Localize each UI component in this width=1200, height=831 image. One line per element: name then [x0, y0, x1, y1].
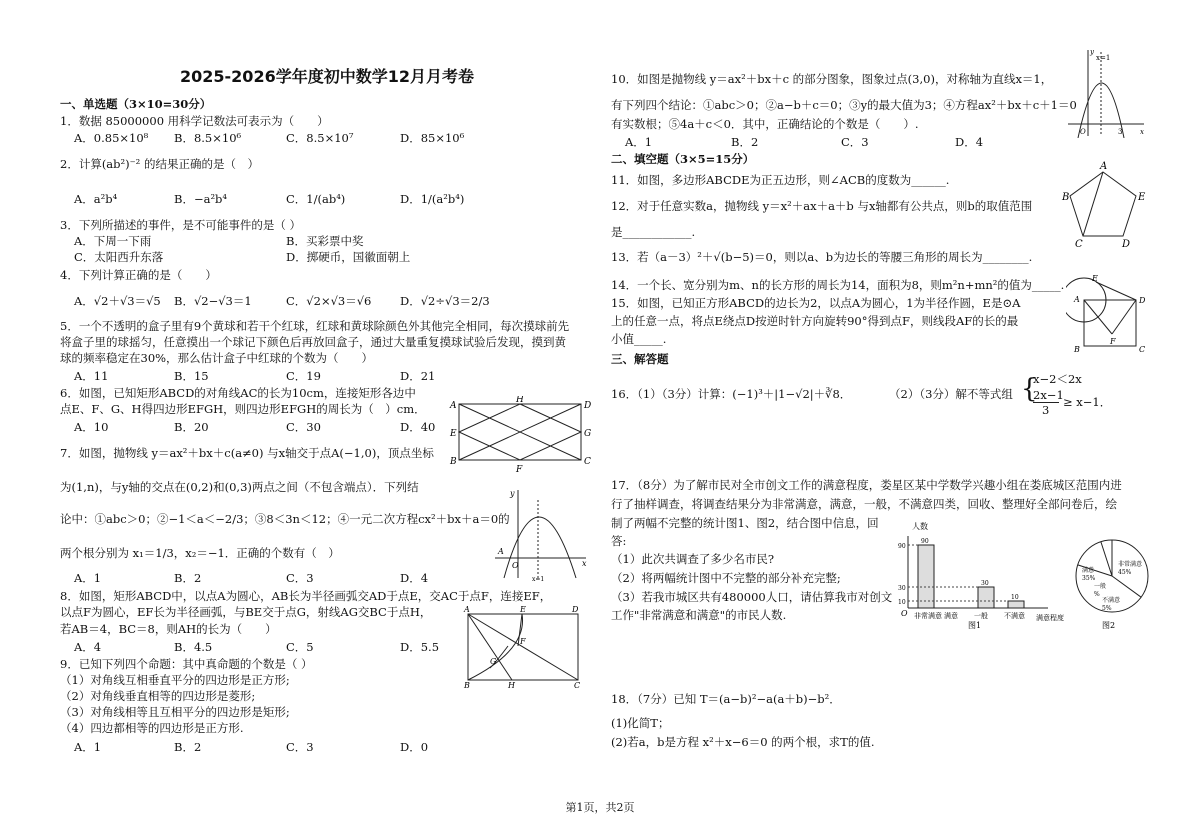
- bar-category-label-2: 满意: [944, 612, 958, 620]
- q4-stem: 4．下列计算正确的是（ ）: [60, 268, 217, 282]
- q6-label-e: E: [450, 429, 457, 439]
- q6-label-f: F: [516, 465, 523, 474]
- exam-title: 2025-2026学年度初中数学12月月考卷: [180, 67, 474, 86]
- q5-option-a: A．11: [74, 369, 109, 383]
- q15-figure: [1066, 272, 1150, 356]
- q8-ray-ag: [468, 614, 512, 680]
- q15-label-b: B: [1074, 345, 1080, 354]
- section-single-choice: 一、单选题（3×10=30分）: [60, 97, 212, 111]
- bar-3: [978, 587, 994, 608]
- q10-line3: 有实数根；⑤4a＋c＜0．其中，正确结论的个数是（ ）.: [611, 117, 919, 131]
- q6-label-g: G: [584, 429, 592, 439]
- q9-proposition-4: （4）四边都相等的四边形是正方形.: [60, 721, 244, 735]
- q7-figure: [490, 486, 590, 582]
- q17-sub3: （3）若我市城区共有480000人口，请估算我市对创文: [611, 590, 893, 604]
- q8-label-e: E: [520, 606, 526, 614]
- bar-category-label-3: 一般: [974, 612, 988, 620]
- bar-value-label-1: 90: [921, 538, 929, 545]
- q2-option-b: B．−a²b⁴: [174, 192, 228, 206]
- bar-category-label-1: 非常满意: [914, 612, 942, 620]
- q18-line2: (1)化简T；: [611, 716, 670, 730]
- q8-label-a: A: [464, 606, 470, 614]
- q11-text: 11．如图，多边形ABCDE为正五边形，则∠ACB的度数为______.: [611, 173, 950, 187]
- q8-label-h: H: [508, 681, 515, 688]
- q15-label-c: C: [1139, 345, 1146, 354]
- q11-figure: [1060, 158, 1150, 250]
- q11-label-a: A: [1100, 161, 1108, 172]
- q2-option-d: D．1/(a²b⁴): [400, 192, 465, 206]
- q15-segment-af: [1084, 300, 1112, 334]
- bar-chart-ylabel: 人数: [912, 522, 928, 531]
- bar-ytick-3: 10: [898, 599, 906, 606]
- q9-proposition-2: （2）对角线垂直相等的四边形是菱形;: [60, 689, 256, 703]
- q7-option-d: D．4: [400, 571, 429, 585]
- q10-figure: [1064, 46, 1148, 138]
- q17-bar-chart: [898, 522, 1078, 632]
- q16-brace: {: [1021, 374, 1038, 404]
- q11-label-e: E: [1138, 192, 1146, 203]
- q6-label-c: C: [584, 457, 591, 467]
- q8-line1: 8．如图，矩形ABCD中，以点A为圆心，AB长为半径画弧交AD于点E，交AC于点F，连接EF，: [60, 589, 552, 603]
- q9-option-d: D．0: [400, 740, 429, 754]
- q7-option-b: B．2: [174, 571, 202, 585]
- q4-option-d: D．√2÷√3＝2/3: [400, 294, 490, 308]
- q10-line1: 10．如图是抛物线 y＝ax²＋bx＋c 的部分图象，图象过点(3,0)，对称轴为直线x＝1，: [611, 72, 1053, 86]
- bar-value-label-4: 10: [1011, 594, 1019, 601]
- q2-stem: 2．计算(ab²)⁻² 的结果正确的是（ ）: [60, 157, 259, 171]
- q6-option-b: B．20: [174, 420, 209, 434]
- q13-text: 13．若（a－3）²＋√(b−5)＝0，则以a、b为边长的等腰三角形的周长为________.: [611, 250, 1033, 264]
- q5-option-d: D．21: [400, 369, 436, 383]
- q6-label-b: B: [450, 457, 457, 467]
- section-solutions: 三、解答题: [611, 352, 669, 366]
- q7-line4: 两个根分别为 x₁＝1/3，x₂＝−1．正确的个数有（ ）: [60, 546, 340, 560]
- bar-4: [1008, 601, 1024, 608]
- q9-option-a: A．1: [74, 740, 102, 754]
- q6-option-c: C．30: [286, 420, 321, 434]
- q12-line2: 是____________.: [611, 225, 696, 239]
- q1-option-d: D．85×10⁶: [400, 131, 465, 145]
- q16-inequality-2-rest: ≥ x−1．: [1063, 395, 1112, 409]
- q6-figure: [447, 396, 597, 474]
- q3-stem: 3．下列所描述的事件，是不可能事件的是（ ）: [60, 218, 301, 232]
- q8-figure: [460, 606, 586, 688]
- pie-chart-title: 图2: [1102, 621, 1116, 630]
- q8-label-g: G: [490, 657, 497, 666]
- q10-label-x1: x=1: [1096, 54, 1111, 62]
- bar-chart-title: 图1: [968, 621, 982, 630]
- q6-option-a: A．10: [74, 420, 109, 434]
- pie-slice-boundary-2: [1112, 576, 1141, 597]
- q8-line3: 若AB＝4，BC＝8，则AH的长为（ ）: [60, 622, 277, 636]
- q3-option-b: B．买彩票中奖: [286, 234, 364, 248]
- q16-inequality-1: x−2＜2x: [1033, 372, 1082, 386]
- q10-label-o: O: [1080, 128, 1086, 136]
- q8-label-f: F: [520, 637, 526, 646]
- q11-segment-ac: [1083, 172, 1103, 236]
- bar-chart-xlabel: 满意程度: [1036, 614, 1064, 622]
- q16-part2: （2）（3分）解不等式组: [889, 387, 1013, 401]
- q9-option-c: C．3: [286, 740, 314, 754]
- q15-line2: 上的任意一点，将点E绕点D按逆时针方向旋转90°得到点F，则线段AF的长的最: [611, 314, 1019, 328]
- q6-line1: 6．如图，已知矩形ABCD的对角线AC的长为10cm，连接矩形各边中: [60, 386, 416, 400]
- q17-sub2: （2）将两幅统计图中不完整的部分补充完整;: [611, 571, 841, 585]
- q7-label-a: A: [498, 547, 504, 556]
- q10-label-x: x: [1140, 128, 1144, 136]
- q17-pie-chart: [1072, 532, 1154, 632]
- q10-label-y: y: [1090, 48, 1094, 56]
- q17-sub1: （1）此次共调查了多少名市民?: [611, 552, 774, 566]
- q2-option-a: A．a²b⁴: [74, 192, 118, 206]
- pie-slice-value-1: 35%: [1082, 575, 1096, 582]
- q1-option-b: B．8.5×10⁶: [174, 131, 242, 145]
- q1-option-a: A．0.85×10⁸: [74, 131, 149, 145]
- pie-slice-label-2: 非常满意: [1118, 561, 1143, 568]
- q9-proposition-1: （1）对角线互相垂直平分的四边形是正方形;: [60, 673, 290, 687]
- q10-option-a: A．1: [625, 135, 653, 149]
- q15-line3: 小值_____.: [611, 332, 667, 346]
- q8-label-c: C: [574, 681, 581, 688]
- q11-label-c: C: [1075, 239, 1083, 250]
- q7-line3: 论中：①abc＞0；②−1＜a＜−2/3；③8＜3n＜12；④一元二次方程cx²＋bx＋a＝0的: [60, 512, 510, 526]
- q8-arc-be: [468, 614, 523, 680]
- q7-line2: 为(1,n)，与y轴的交点在(0,2)和(0,3)两点之间（不包含端点）．下列结: [60, 480, 419, 494]
- pie-slice-label-3: 一般: [1094, 583, 1107, 590]
- q8-diagonal-ac: [468, 614, 578, 680]
- q4-option-b: B．√2−√3＝1: [174, 294, 252, 308]
- q11-label-d: D: [1122, 239, 1131, 250]
- q3-option-d: D．掷硬币，国徽面朝上: [286, 250, 411, 264]
- q7-label-o: O: [512, 561, 519, 570]
- section-fill-blank: 二、填空题（3×5=15分）: [611, 152, 755, 166]
- pie-slice-label-1: 满意: [1082, 567, 1095, 574]
- q10-line2: 有下列四个结论：①abc＞0；②a−b＋c＝0；③y的最大值为3；④方程ax²＋bx＋c＋1＝0: [611, 98, 1077, 112]
- q4-option-c: C．√2×√3＝√6: [286, 294, 372, 308]
- q7-option-c: C．3: [286, 571, 314, 585]
- q8-label-d: D: [572, 606, 579, 614]
- q7-line1: 7．如图，抛物线 y＝ax²＋bx＋c(a≠0) 与x轴交于点A(−1,0)，顶点坐标: [60, 446, 434, 460]
- q7-label-x: x: [582, 559, 587, 568]
- pie-slice-value-3: %: [1094, 591, 1100, 598]
- q7-option-a: A．1: [74, 571, 102, 585]
- q9-proposition-3: （3）对角线相等且互相平分的四边形是矩形;: [60, 705, 290, 719]
- q17-line4: 答:: [611, 534, 627, 548]
- q5-line2: 将盒子里的球摇匀，任意摸出一个球记下颜色后再放回盒子，通过大量重复摸球试验后发现，摸到黄: [60, 335, 566, 349]
- bar-value-label-3: 30: [981, 580, 989, 587]
- bar-category-label-4: 不满意: [1004, 612, 1025, 620]
- q15-label-d: D: [1139, 296, 1146, 305]
- pie-slice-value-2: 45%: [1118, 569, 1132, 576]
- q15-label-a: A: [1074, 295, 1080, 304]
- q15-line1: 15．如图，已知正方形ABCD的边长为2，以点A为圆心，1为半径作圆，E是⊙A: [611, 296, 1021, 310]
- q1-option-c: C．8.5×10⁷: [286, 131, 354, 145]
- q16-part1: 16．（1）（3分）计算：(−1)³＋|1−√2|＋∛8．: [611, 387, 852, 401]
- pie-slice-boundary-4: [1101, 542, 1112, 576]
- q10-label-3: 3: [1118, 128, 1123, 136]
- q8-line2: 以点F为圆心，EF长为半径画弧，与BE交于点G，射线AG交BC于点H，: [60, 605, 432, 619]
- q7-label-y: y: [510, 489, 515, 498]
- q8-option-a: A．4: [74, 640, 102, 654]
- q9-stem: 9．已知下列四个命题：其中真命题的个数是（ ）: [60, 657, 313, 671]
- q15-label-f: F: [1110, 337, 1116, 346]
- page-footer: 第1页，共2页: [565, 801, 635, 814]
- q17-line3: 制了两幅不完整的统计图1、图2，结合图中信息，回: [611, 516, 879, 530]
- q18-line3: (2)若a，b是方程 x²＋x−6＝0 的两个根，求T的值.: [611, 735, 875, 749]
- q10-option-b: B．2: [731, 135, 759, 149]
- q10-option-d: D．4: [955, 135, 984, 149]
- pie-slice-label-4: 不满意: [1102, 597, 1121, 604]
- q10-option-c: C．3: [841, 135, 869, 149]
- q3-option-a: A．下周一下雨: [74, 234, 152, 248]
- q9-option-b: B．2: [174, 740, 202, 754]
- q4-option-a: A．√2＋√3＝√5: [74, 294, 161, 308]
- q8-option-c: C．5: [286, 640, 314, 654]
- q5-line1: 5．一个不透明的盒子里有9个黄球和若干个红球，红球和黄球除颜色外其他完全相同，每次摸球前先: [60, 319, 570, 333]
- q6-label-a: A: [450, 401, 457, 411]
- q11-label-b: B: [1062, 192, 1070, 203]
- q5-line3: 球的频率稳定在30%，那么估计盒子中红球的个数为（ ）: [60, 351, 374, 365]
- q15-label-e: E: [1092, 274, 1098, 283]
- pie-slice-value-4: 5%: [1102, 605, 1112, 612]
- q5-option-c: C．19: [286, 369, 321, 383]
- q17-sub4: 工作"非常满意和满意"的市民人数.: [611, 608, 787, 622]
- q8-option-d: D．5.5: [400, 640, 440, 654]
- q15-segment-fd: [1112, 300, 1136, 334]
- bar-ytick-1: 90: [898, 543, 906, 550]
- bar-chart-origin: O: [901, 609, 908, 618]
- q6-option-d: D．40: [400, 420, 436, 434]
- q8-option-b: B．4.5: [174, 640, 213, 654]
- q6-label-d: D: [584, 401, 592, 411]
- q2-option-c: C．1/(ab⁴): [286, 192, 346, 206]
- q17-line2: 行了抽样调查，将调查结果分为非常满意，满意，一般，不满意四类，回收、整理好全部问卷后，绘: [611, 497, 1117, 511]
- q6-line2: 点E、F、G、H得四边形EFGH，则四边形EFGH的周长为（ ）cm．: [60, 402, 426, 416]
- q15-segment-ed: [1096, 282, 1136, 300]
- q6-label-h: H: [516, 396, 524, 405]
- q7-label-x1: x=1: [532, 576, 545, 582]
- q3-option-c: C．太阳西升东落: [74, 250, 164, 264]
- q1-stem: 1．数据 85000000 用科学记数法可表示为（ ）: [60, 114, 329, 128]
- q18-line1: 18．（7分）已知 T＝(a−b)²−a(a＋b)−b²．: [611, 692, 841, 706]
- bar-ytick-2: 30: [898, 585, 906, 592]
- q11-pentagon: [1070, 172, 1136, 236]
- q8-label-b: B: [464, 681, 470, 688]
- q5-option-b: B．15: [174, 369, 209, 383]
- q12-line1: 12．对于任意实数a，抛物线 y＝x²＋ax＋a＋b 与x轴都有公共点，则b的取值范围: [611, 199, 1033, 213]
- bar-1: [918, 545, 934, 608]
- q14-text: 14．一个长、宽分别为m、n的长方形的周长为14，面积为8，则m²n+mn²的值为_____.: [611, 278, 1065, 292]
- q17-line1: 17．（8分）为了解市民对全市创文工作的满意程度，娄星区某中学数学兴趣小组在娄底城区范围内进: [611, 478, 1122, 492]
- q16-inequality-2-denominator: 3: [1042, 403, 1050, 417]
- q16-inequality-2-numerator: 2x−1: [1033, 388, 1064, 402]
